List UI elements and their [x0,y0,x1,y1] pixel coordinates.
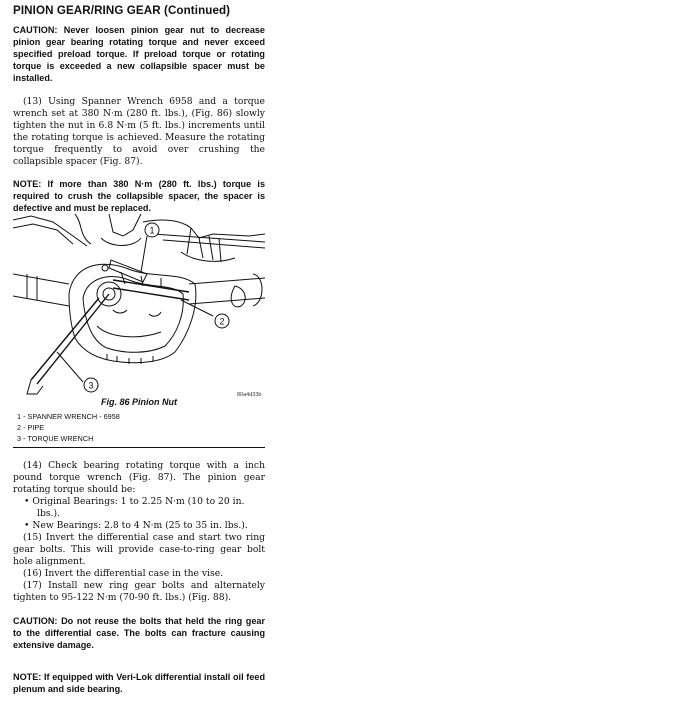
page-title: PINION GEAR/RING GEAR (Continued) [13,4,231,17]
figure-divider [13,447,265,448]
figure-legend [17,411,120,444]
figure-code: 80a4d33b [237,392,262,398]
legend-item: 3 - TORQUE WRENCH [17,434,94,443]
bullet-original-bearings: • Original Bearings: 1 to 2.25 N·m (10 to 20 in. lbs.). [24,496,245,519]
step-13-paragraph: (13) Using Spanner Wrench 6958 and a torque wrench set at 380 N·m (280 ft. lbs.), (Fig. 86) slowly tighten the nut in 6.8 N·m (5 ft. lbs.) increments until the rotating torque is achieved. Measure the rotating torque frequently to avoid over crushing the collapsible spacer (Fig. 87). [13,96,265,167]
step-17-paragraph: (17) Install new ring gear bolts and alternately tighten to 95-122 N·m (70-90 ft. lbs.) (Fig. 88). [13,580,265,603]
legend-item: 1 - SPANNER WRENCH - 6958 [17,412,120,421]
caution-paragraph: CAUTION: Never loosen pinion gear nut to decrease pinion gear bearing rotating torque and never exceed specified preload torque. If preload torque or rotating torque is exceeded a new collapsible spacer must be installed. [13,25,265,83]
step-14-paragraph: (14) Check bearing rotating torque with a inch pound torque wrench (Fig. 87). The pinion gear rotating torque should be: [13,460,265,495]
steps-section [13,460,265,604]
callout-2-label: 2 [219,316,225,327]
callout-1-label: 1 [149,225,155,236]
bullet-new-bearings: • New Bearings: 2.8 to 4 N·m (25 to 35 in. lbs.). [24,520,248,531]
figure-caption: Fig. 86 Pinion Nut [101,397,177,407]
pinion-nut-illustration [13,214,265,398]
note-paragraph: NOTE: If more than 380 N·m (280 ft. lbs.) torque is required to crush the collapsible spacer, the spacer is defective and must be replaced. [13,179,265,213]
callout-3-label: 3 [88,380,94,391]
figure-86 [13,214,265,454]
caution-bolts-paragraph: CAUTION: Do not reuse the bolts that held the ring gear to the differential case. The bolts can fracture causing extensive damage. [13,616,265,650]
step-15-paragraph: (15) Invert the differential case and start two ring gear bolts. This will provide case-to-ring gear bolt hole alignment. [13,532,265,567]
legend-item: 2 - PIPE [17,423,45,432]
step-16-paragraph: (16) Invert the differential case in the vise. [23,568,224,579]
note-veri-lok-paragraph: NOTE: If equipped with Veri-Lok differential install oil feed plenum and side bearing. [13,672,265,694]
